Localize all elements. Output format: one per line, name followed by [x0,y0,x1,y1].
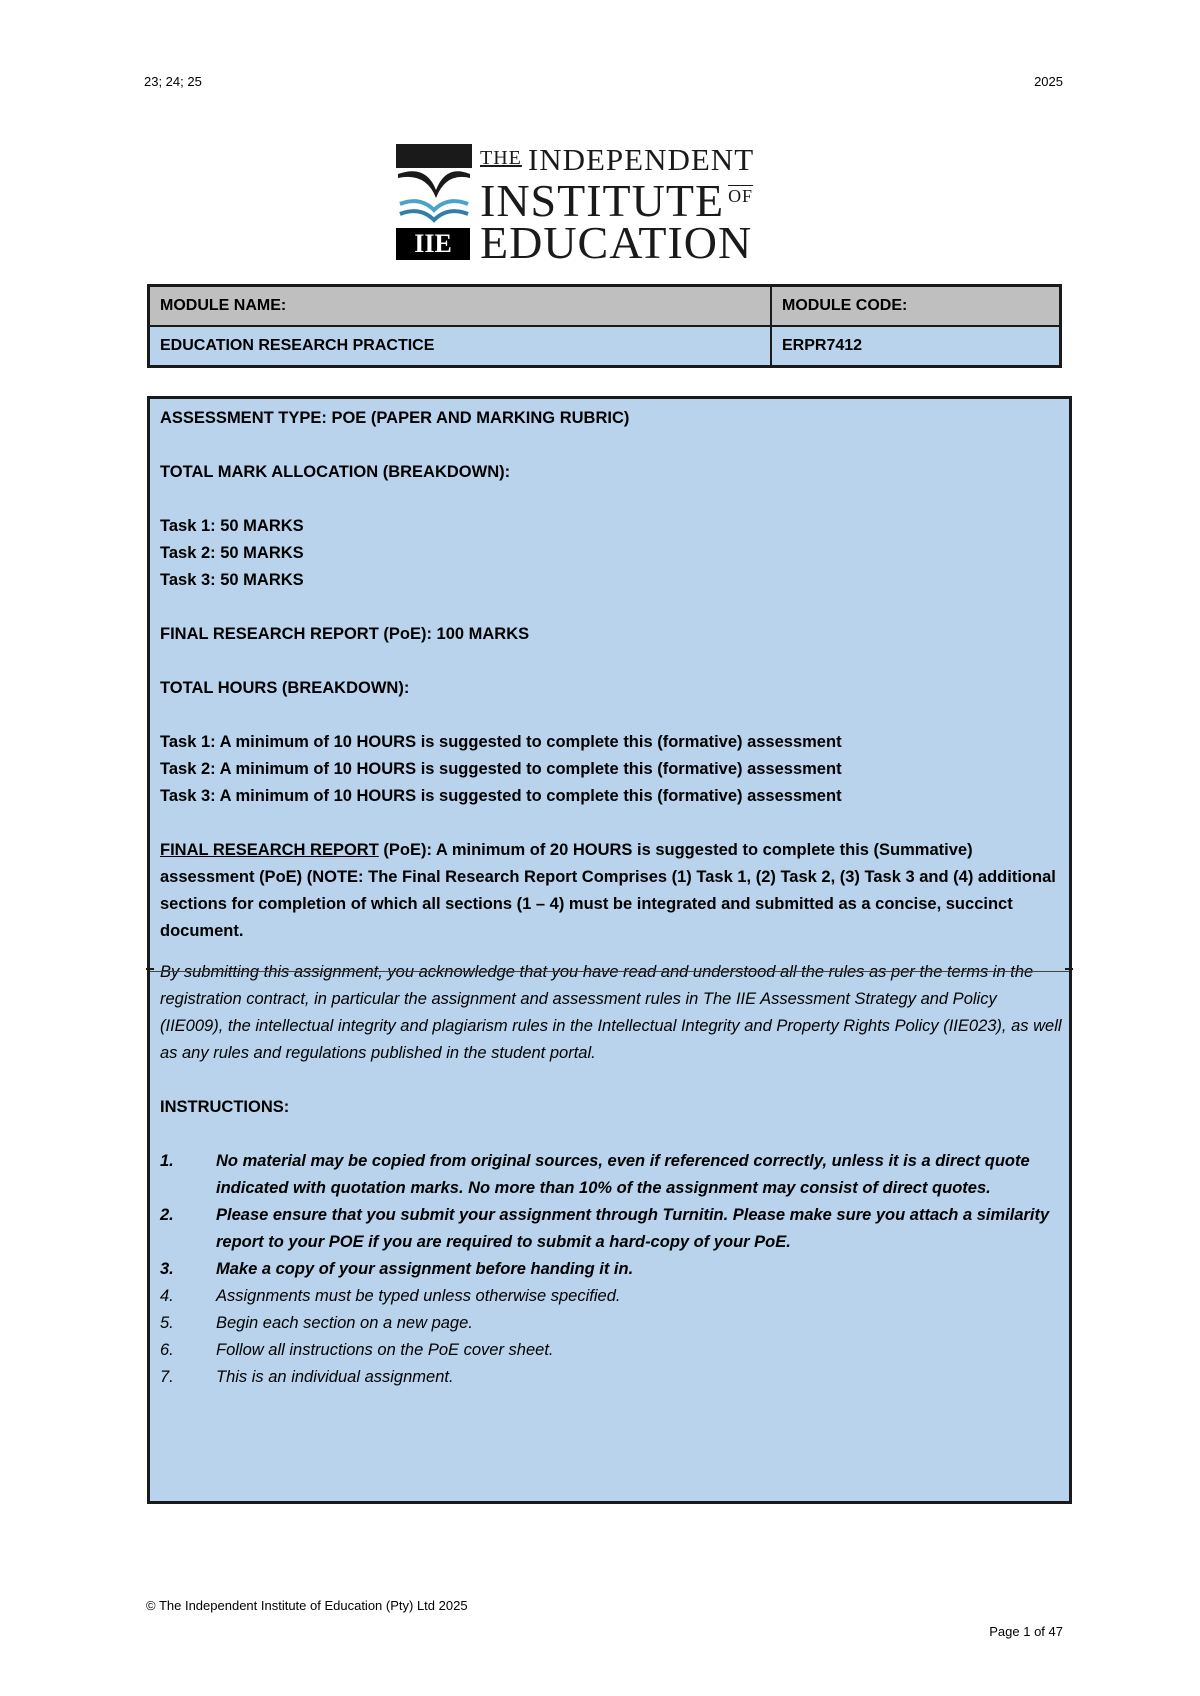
page-number: Page 1 of 47 [989,1624,1063,1639]
list-item: 4. Assignments must be typed unless otherwise specified. [160,1287,621,1305]
final-hours-label: FINAL RESEARCH REPORT [160,841,379,859]
acknowledgement-text: By submitting this assignment, you acknowledge that you have read and understood all the rules as per the terms in the registration contract, in particular the assignment and assessment rules in The IIE Assessment Strategy and Policy (IIE009), the intellectual integrity and plagiarism rules in the Intellectual Integrity and Property Rights Policy (IIE023), as well as any rules and regulations published in the student portal. [160,963,1062,1062]
list-item: 7. This is an individual assignment. [160,1368,454,1386]
task-mark: Task 2: 50 MARKS [160,544,304,562]
task-hours: Task 3: A minimum of 10 HOURS is suggested to complete this (formative) assessment [160,787,842,805]
book-emblem-icon: IIE [396,144,472,260]
assessment-box [147,396,1072,1504]
footer-copyright: © The Independent Institute of Education (Pty) Ltd 2025 [146,1598,468,1613]
task-mark: Task 3: 50 MARKS [160,571,304,589]
module-name-value: EDUCATION RESEARCH PRACTICE [149,326,772,367]
total-hours-heading: TOTAL HOURS (BREAKDOWN): [160,679,410,697]
instructions-list [160,1148,1063,1391]
module-code-value: ERPR7412 [771,326,1061,367]
task-hours: Task 1: A minimum of 10 HOURS is suggested to complete this (formative) assessment [160,733,842,751]
module-code-label: MODULE CODE: [771,286,1061,327]
task-mark: Task 1: 50 MARKS [160,517,304,535]
final-report-marks: FINAL RESEARCH REPORT (PoE): 100 MARKS [160,625,530,643]
list-item: 1. No material may be copied from original sources, even if referenced correctly, unless it is a direct quote indicated with quotation marks. No more than 10% of the assignment may consist of direct quotes. [160,1152,1030,1197]
total-mark-heading: TOTAL MARK ALLOCATION (BREAKDOWN): [160,463,511,481]
module-info-table [147,284,1062,368]
task-hours: Task 2: A minimum of 10 HOURS is suggested to complete this (formative) assessment [160,760,842,778]
list-item: 6. Follow all instructions on the PoE cover sheet. [160,1341,554,1359]
iie-logo [396,142,810,268]
header-year: 2025 [1034,74,1063,89]
list-item: 2. Please ensure that you submit your assignment through Turnitin. Please make sure you attach a similarity report to your POE if you are required to submit a hard-copy of your PoE. [160,1206,1050,1251]
list-item: 3. Make a copy of your assignment before handing it in. [160,1260,634,1278]
assessment-type: ASSESSMENT TYPE: POE (PAPER AND MARKING RUBRIC) [160,409,630,427]
final-hours-paragraph: FINAL RESEARCH REPORT (PoE): A minimum of 20 HOURS is suggested to complete this (Summative) assessment (PoE) (NOTE: The Final Research Report Comprises (1) Task 1, (2) Task 2, (3) Task 3 and (4) additional sections for completion of which all sections (1 – 4) must be integrated and submitted as a concise, succinct document. [160,841,1056,940]
instructions-heading: INSTRUCTIONS: [160,1098,290,1116]
logo-wordmark: THE INDEPENDENT INSTITUTE $^{\overline{OF}}$ EDUCATION [480,142,755,268]
section-divider [150,971,1069,972]
module-name-label: MODULE NAME: [149,286,772,327]
header-left-text: 23; 24; 25 [144,74,202,89]
list-item: 5. Begin each section on a new page. [160,1314,473,1332]
